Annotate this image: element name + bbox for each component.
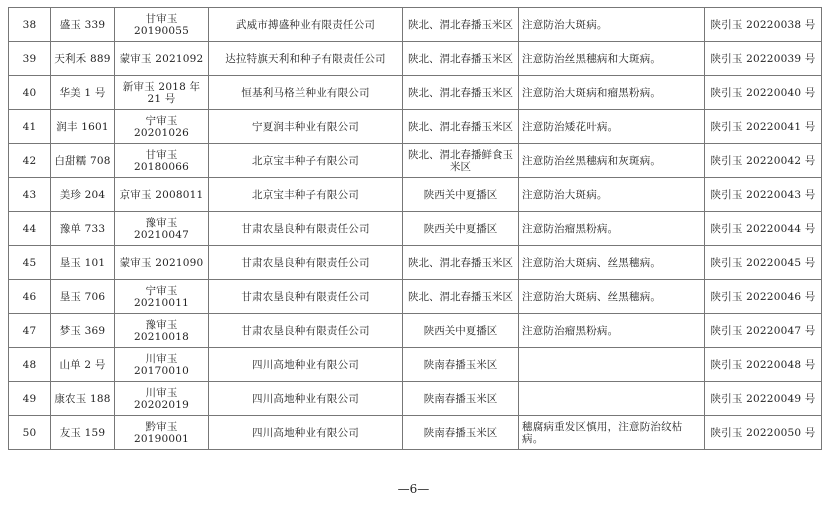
- cell-note: 注意防治大斑病、丝黑穗病。: [519, 280, 705, 314]
- cell-approval-number: 宁审玉 20210011: [115, 280, 209, 314]
- cell-suitable-area: 陕南春播玉米区: [403, 348, 519, 382]
- cell-variety-name: 梦玉 369: [51, 314, 115, 348]
- table-row: [9, 42, 822, 76]
- page-number: —6—: [397, 482, 430, 496]
- cell-number: 43: [9, 178, 51, 212]
- cell-applicant: 甘肃农垦良种有限责任公司: [209, 314, 403, 348]
- cell-approval-number: 豫审玉 20210047: [115, 212, 209, 246]
- cell-introduction-number: 陕引玉 20220041 号: [705, 110, 822, 144]
- cell-variety-name: 润丰 1601: [51, 110, 115, 144]
- cell-applicant: 北京宝丰种子有限公司: [209, 178, 403, 212]
- cell-variety-name: 美珍 204: [51, 178, 115, 212]
- cell-note: 注意防治丝黑穗病和灰斑病。: [519, 144, 705, 178]
- cell-applicant: 四川高地种业有限公司: [209, 348, 403, 382]
- cell-variety-name: 天利禾 889: [51, 42, 115, 76]
- cell-suitable-area: 陕北、渭北春播玉米区: [403, 8, 519, 42]
- cell-note: 注意防治大斑病。: [519, 8, 705, 42]
- cell-number: 38: [9, 8, 51, 42]
- table-row: [9, 280, 822, 314]
- cell-introduction-number: 陕引玉 20220049 号: [705, 382, 822, 416]
- cell-introduction-number: 陕引玉 20220044 号: [705, 212, 822, 246]
- cell-approval-number: 新审玉 2018 年 21 号: [115, 76, 209, 110]
- cell-approval-number: 豫审玉 20210018: [115, 314, 209, 348]
- cell-suitable-area: 陕西关中夏播区: [403, 178, 519, 212]
- cell-number: 47: [9, 314, 51, 348]
- cell-note: 注意防治瘤黑粉病。: [519, 212, 705, 246]
- cell-approval-number: 黔审玉 20190001: [115, 416, 209, 450]
- cell-note: 注意防治矮花叶病。: [519, 110, 705, 144]
- cell-approval-number: 川审玉 20202019: [115, 382, 209, 416]
- cell-introduction-number: 陕引玉 20220050 号: [705, 416, 822, 450]
- table-row: [9, 416, 822, 450]
- cell-note: [519, 348, 705, 382]
- cell-applicant: 北京宝丰种子有限公司: [209, 144, 403, 178]
- cell-introduction-number: 陕引玉 20220047 号: [705, 314, 822, 348]
- cell-applicant: 恒基利马格兰种业有限公司: [209, 76, 403, 110]
- cell-note: 注意防治大斑病。: [519, 178, 705, 212]
- cell-applicant: 武威市搏盛种业有限责任公司: [209, 8, 403, 42]
- cell-suitable-area: 陕北、渭北春播鲜食玉米区: [403, 144, 519, 178]
- cell-applicant: 甘肃农垦良种有限责任公司: [209, 280, 403, 314]
- cell-approval-number: 甘审玉 20180066: [115, 144, 209, 178]
- cell-introduction-number: 陕引玉 20220042 号: [705, 144, 822, 178]
- cell-applicant: 四川高地种业有限公司: [209, 416, 403, 450]
- cell-note: [519, 382, 705, 416]
- cell-applicant: 甘肃农垦良种有限责任公司: [209, 212, 403, 246]
- table-row: [9, 212, 822, 246]
- cell-variety-name: 豫单 733: [51, 212, 115, 246]
- cell-applicant: 达拉特旗天利和种子有限责任公司: [209, 42, 403, 76]
- cell-introduction-number: 陕引玉 20220043 号: [705, 178, 822, 212]
- cell-approval-number: 川审玉 20170010: [115, 348, 209, 382]
- cell-variety-name: 盛玉 339: [51, 8, 115, 42]
- cell-suitable-area: 陕北、渭北春播玉米区: [403, 110, 519, 144]
- cell-variety-name: 友玉 159: [51, 416, 115, 450]
- cell-applicant: 甘肃农垦良种有限责任公司: [209, 246, 403, 280]
- cell-approval-number: 宁审玉 20201026: [115, 110, 209, 144]
- cell-number: 41: [9, 110, 51, 144]
- cell-variety-name: 垦玉 101: [51, 246, 115, 280]
- cell-applicant: 宁夏润丰种业有限公司: [209, 110, 403, 144]
- cell-number: 40: [9, 76, 51, 110]
- cell-note: 注意防治大斑病、丝黑穗病。: [519, 246, 705, 280]
- cell-introduction-number: 陕引玉 20220040 号: [705, 76, 822, 110]
- table-body: [9, 8, 822, 450]
- cell-number: 48: [9, 348, 51, 382]
- cell-number: 49: [9, 382, 51, 416]
- cell-number: 39: [9, 42, 51, 76]
- cell-introduction-number: 陕引玉 20220046 号: [705, 280, 822, 314]
- cell-number: 45: [9, 246, 51, 280]
- cell-suitable-area: 陕北、渭北春播玉米区: [403, 76, 519, 110]
- cell-introduction-number: 陕引玉 20220045 号: [705, 246, 822, 280]
- cell-note: 注意防治大斑病和瘤黑粉病。: [519, 76, 705, 110]
- variety-introduction-table: [8, 7, 822, 450]
- table-row: [9, 382, 822, 416]
- cell-note: 注意防治丝黑穗病和大斑病。: [519, 42, 705, 76]
- table-row: [9, 348, 822, 382]
- table-row: [9, 76, 822, 110]
- cell-introduction-number: 陕引玉 20220039 号: [705, 42, 822, 76]
- cell-approval-number: 甘审玉 20190055: [115, 8, 209, 42]
- cell-number: 50: [9, 416, 51, 450]
- cell-approval-number: 蒙审玉 2021092: [115, 42, 209, 76]
- cell-suitable-area: 陕西关中夏播区: [403, 314, 519, 348]
- cell-approval-number: 京审玉 2008011: [115, 178, 209, 212]
- cell-suitable-area: 陕北、渭北春播玉米区: [403, 280, 519, 314]
- table-row: [9, 8, 822, 42]
- cell-suitable-area: 陕北、渭北春播玉米区: [403, 42, 519, 76]
- cell-variety-name: 垦玉 706: [51, 280, 115, 314]
- table-row: [9, 110, 822, 144]
- cell-suitable-area: 陕西关中夏播区: [403, 212, 519, 246]
- cell-approval-number: 蒙审玉 2021090: [115, 246, 209, 280]
- cell-number: 46: [9, 280, 51, 314]
- cell-suitable-area: 陕北、渭北春播玉米区: [403, 246, 519, 280]
- cell-variety-name: 白甜糯 708: [51, 144, 115, 178]
- cell-introduction-number: 陕引玉 20220048 号: [705, 348, 822, 382]
- cell-variety-name: 山单 2 号: [51, 348, 115, 382]
- table-row: [9, 246, 822, 280]
- cell-note: 注意防治瘤黑粉病。: [519, 314, 705, 348]
- table-row: [9, 144, 822, 178]
- cell-suitable-area: 陕南春播玉米区: [403, 416, 519, 450]
- cell-variety-name: 华美 1 号: [51, 76, 115, 110]
- table-row: [9, 314, 822, 348]
- cell-introduction-number: 陕引玉 20220038 号: [705, 8, 822, 42]
- cell-suitable-area: 陕南春播玉米区: [403, 382, 519, 416]
- cell-number: 42: [9, 144, 51, 178]
- cell-number: 44: [9, 212, 51, 246]
- table-row: [9, 178, 822, 212]
- cell-applicant: 四川高地种业有限公司: [209, 382, 403, 416]
- cell-note: 穗腐病重发区慎用，注意防治纹枯病。: [519, 416, 705, 450]
- cell-variety-name: 康农玉 188: [51, 382, 115, 416]
